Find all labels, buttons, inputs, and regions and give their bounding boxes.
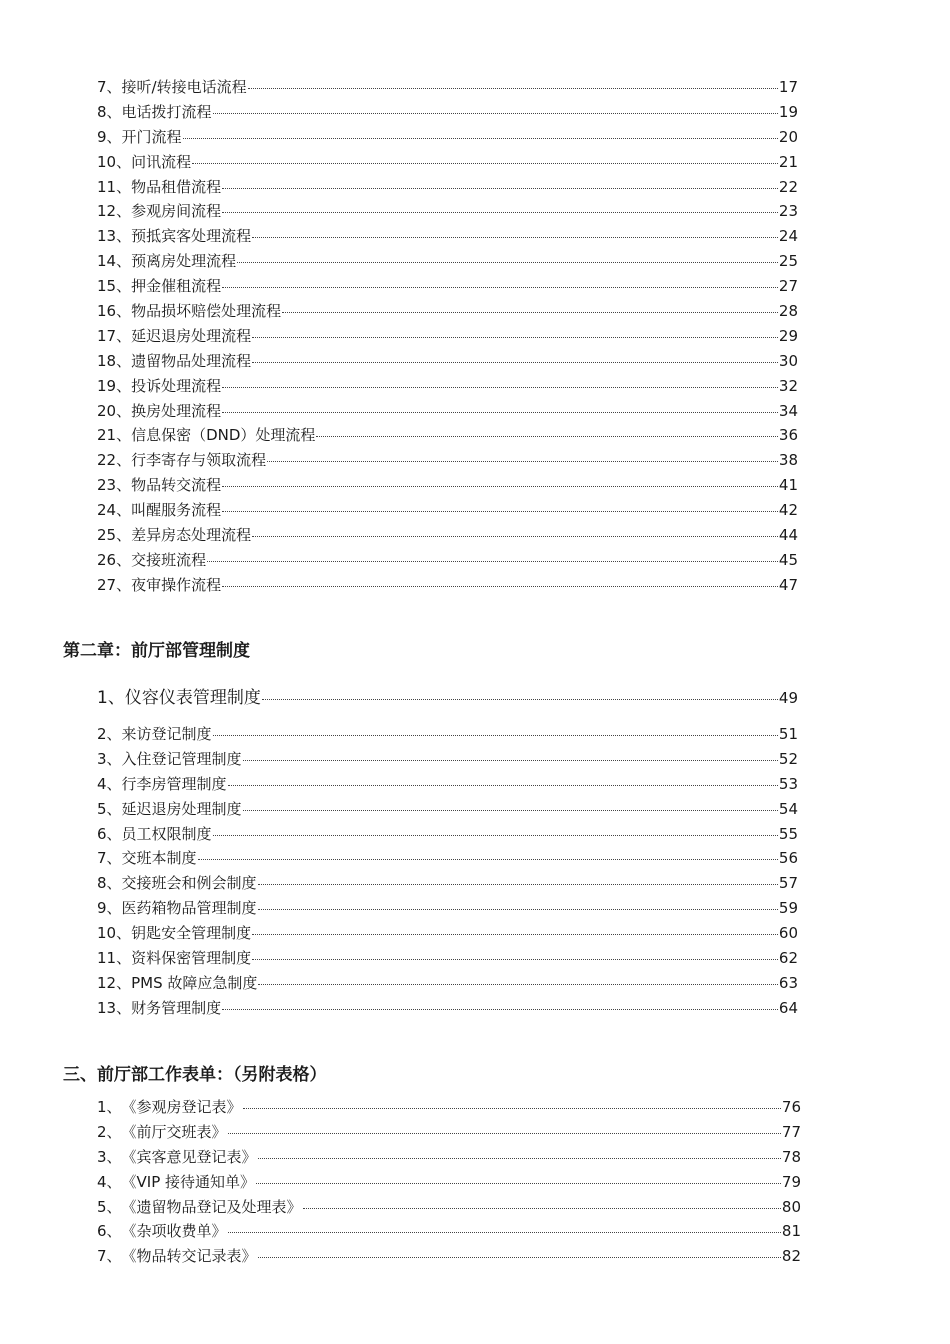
dot-leader [282,312,778,313]
toc-entry[interactable] [97,1195,801,1220]
toc-entry-title: 预离房处理流程 [131,252,237,271]
toc-entry-page-number: 21 [778,152,798,171]
toc-entry-number: 22、 [97,451,132,470]
toc-entry-title: 《宾客意见登记表》 [121,1147,257,1166]
dot-leader [222,287,778,288]
toc-entry-number: 17、 [97,326,132,345]
toc-entry-number: 12、 [97,202,132,221]
toc-entry[interactable] [97,199,798,224]
toc-entry-title: 差异房态处理流程 [131,526,252,545]
toc-entry-number: 15、 [97,277,132,296]
toc-entry-page-number: 44 [778,526,798,545]
toc-entry-number: 1、 [97,688,125,708]
dot-leader [303,1208,781,1209]
toc-entry-number: 8、 [97,874,122,893]
dot-leader [213,835,778,836]
toc-entry-page-number: 63 [778,973,798,992]
toc-entry-number: 7、 [97,78,122,96]
toc-entry-title: 夜审操作流程 [131,575,222,594]
toc-entry-number: 24、 [97,501,132,520]
toc-entry[interactable] [97,1120,801,1145]
toc-entry-title: 《杂项收费单》 [121,1222,227,1241]
toc-entry-page-number: 23 [778,202,798,221]
toc-entry-number: 9、 [97,899,122,918]
toc-entry-title: 投诉处理流程 [131,376,222,395]
toc-entry[interactable] [97,747,798,772]
toc-entry-number: 9、 [97,127,122,146]
toc-entry-number: 10、 [97,152,132,171]
toc-entry[interactable] [97,1219,801,1244]
dot-leader [228,1133,781,1134]
dot-leader [258,984,778,985]
toc-entry-number: 7、 [97,849,122,868]
toc-entry-page-number: 41 [778,476,798,495]
toc-list-forms [97,1095,801,1269]
toc-entry-number: 3、 [97,1147,122,1166]
toc-entry-number: 10、 [97,924,132,943]
toc-list-procedures [97,75,798,598]
dot-leader [207,561,778,562]
toc-entry-number: 14、 [97,252,132,271]
toc-entry-title: 参观房间流程 [131,202,222,221]
dot-leader [252,337,778,338]
toc-entry-title: 入住登记管理制度 [121,749,242,768]
toc-entry-page-number: 76 [781,1098,801,1116]
toc-entry-page-number: 28 [778,302,798,321]
toc-entry-page-number: 59 [778,899,798,918]
toc-entry-title: 换房处理流程 [131,401,222,420]
toc-entry-title: 《VIP 接待通知单》 [121,1172,256,1191]
toc-entry-title: 物品转交流程 [131,476,222,495]
toc-entry-page-number: 42 [778,501,798,520]
toc-entry[interactable] [97,921,798,946]
chapter-2-heading: 第二章：前厅部管理制度 [63,641,250,661]
toc-entry[interactable] [97,772,798,797]
toc-entry[interactable] [97,548,798,573]
toc-entry-title: 《遗留物品登记及处理表》 [121,1197,302,1216]
dot-leader [198,859,778,860]
dot-leader [262,699,778,700]
toc-entry-page-number: 62 [778,949,798,968]
toc-entry-page-number: 17 [778,78,798,96]
dot-leader [222,486,778,487]
dot-leader [252,237,778,238]
toc-entry[interactable] [97,971,798,996]
toc-entry-page-number: 78 [781,1147,801,1166]
toc-entry-page-number: 24 [778,227,798,246]
toc-entry-number: 18、 [97,351,132,370]
toc-entry-page-number: 64 [778,998,798,1017]
toc-entry[interactable] [97,423,798,448]
toc-entry-number: 11、 [97,177,132,196]
toc-entry-title: 钥匙安全管理制度 [131,924,252,943]
dot-leader [258,884,778,885]
toc-entry-page-number: 52 [778,749,798,768]
toc-entry-number: 6、 [97,1222,122,1241]
toc-entry[interactable] [97,1244,801,1269]
dot-leader [243,760,778,761]
toc-entry[interactable] [97,722,798,747]
dot-leader [183,138,778,139]
toc-entry-title: 员工权限制度 [121,824,212,843]
toc-entry-number: 13、 [97,227,132,246]
toc-entry-number: 6、 [97,824,122,843]
toc-entry-page-number: 32 [778,376,798,395]
dot-leader [228,785,778,786]
toc-entry-number: 4、 [97,774,122,793]
toc-entry-page-number: 51 [778,725,798,743]
toc-entry-page-number: 55 [778,824,798,843]
dot-leader [213,735,778,736]
dot-leader [258,909,778,910]
dot-leader [222,412,778,413]
toc-entry-title: 遗留物品处理流程 [131,351,252,370]
toc-entry[interactable] [97,150,798,175]
toc-entry[interactable] [97,523,798,548]
dot-leader [222,1009,778,1010]
toc-entry-page-number: 36 [778,426,798,445]
toc-entry[interactable] [97,125,798,150]
dot-leader [316,436,777,437]
toc-entry[interactable] [97,473,798,498]
toc-entry-title: 《参观房登记表》 [121,1098,242,1116]
toc-entry[interactable] [97,399,798,424]
toc-entry-number: 12、 [97,973,132,992]
toc-entry-title: 交接班流程 [131,550,207,569]
toc-entry-number: 8、 [97,102,122,121]
toc-entry-title: 延迟退房处理制度 [121,799,242,818]
toc-entry[interactable] [97,573,798,598]
toc-entry-title: 延迟退房处理流程 [131,326,252,345]
toc-entry[interactable] [97,846,798,871]
toc-entry-number: 2、 [97,725,122,743]
toc-entry-number: 4、 [97,1172,122,1191]
dot-leader [252,362,778,363]
toc-entry-title: 接听/转接电话流程 [121,78,247,96]
toc-entry-page-number: 80 [781,1197,801,1216]
toc-entry-number: 13、 [97,998,132,1017]
toc-entry[interactable] [97,224,798,249]
toc-entry-page-number: 81 [781,1222,801,1241]
toc-entry-title: 预抵宾客处理流程 [131,227,252,246]
dot-leader [243,810,778,811]
toc-entry-title: 来访登记制度 [121,725,212,743]
toc-entry-page-number: 25 [778,252,798,271]
toc-entry-number: 16、 [97,302,132,321]
toc-entry[interactable] [97,1095,801,1120]
toc-entry[interactable] [97,175,798,200]
toc-entry-page-number: 22 [778,177,798,196]
toc-entry-title: 问讯流程 [131,152,192,171]
toc-entry-page-number: 29 [778,326,798,345]
toc-entry-title: 开门流程 [121,127,182,146]
toc-entry-title: 仪容仪表管理制度 [124,688,261,708]
toc-entry-number: 5、 [97,799,122,818]
toc-entry[interactable] [97,946,798,971]
toc-entry[interactable] [97,996,798,1021]
toc-entry-number: 19、 [97,376,132,395]
toc-entry[interactable] [97,1170,801,1195]
toc-entry-page-number: 53 [778,774,798,793]
dot-leader [222,511,778,512]
toc-entry-title: 《前厅交班表》 [121,1122,227,1141]
toc-entry[interactable] [97,349,798,374]
toc-entry-title: 财务管理制度 [131,998,222,1017]
toc-entry-page-number: 34 [778,401,798,420]
toc-entry[interactable] [97,374,798,399]
dot-leader [258,1158,781,1159]
dot-leader [252,934,778,935]
toc-entry-page-number: 56 [778,849,798,868]
toc-entry-title: 叫醒服务流程 [131,501,222,520]
chapter-3-heading: 三、前厅部工作表单：（另附表格） [63,1065,327,1085]
toc-entry-title: 物品租借流程 [131,177,222,196]
dot-leader [222,387,778,388]
dot-leader [252,959,778,960]
toc-entry-page-number: 60 [778,924,798,943]
toc-entry-number: 26、 [97,550,132,569]
dot-leader [213,113,778,114]
toc-entry[interactable] [97,498,798,523]
toc-entry-title: 交班本制度 [121,849,197,868]
dot-leader [248,88,778,89]
toc-entry-title: 押金催租流程 [131,277,222,296]
toc-entry[interactable] [97,1145,801,1170]
toc-entry[interactable] [97,871,798,896]
toc-entry-page-number: 49 [778,689,798,707]
toc-entry-page-number: 45 [778,550,798,569]
dot-leader [192,163,778,164]
toc-entry-title: 电话拨打流程 [121,102,212,121]
toc-entry[interactable] [97,896,798,921]
toc-entry[interactable] [97,299,798,324]
toc-entry[interactable] [97,249,798,274]
toc-entry[interactable] [97,822,798,847]
toc-list-regulations [97,686,798,1021]
dot-leader [228,1232,781,1233]
toc-entry[interactable] [97,274,798,299]
toc-entry[interactable] [97,75,798,100]
toc-entry-page-number: 30 [778,351,798,370]
dot-leader [252,536,778,537]
dot-leader [258,1257,781,1258]
toc-entry-title: 行李房管理制度 [121,774,227,793]
toc-entry-page-number: 38 [778,451,798,470]
dot-leader [256,1183,781,1184]
toc-entry-page-number: 20 [778,127,798,146]
dot-leader [243,1108,781,1109]
toc-entry-title: 物品损坏赔偿处理流程 [131,302,282,321]
toc-entry-page-number: 57 [778,874,798,893]
toc-entry-page-number: 27 [778,277,798,296]
dot-leader [222,188,778,189]
dot-leader [237,262,778,263]
toc-entry-title: 《物品转交记录表》 [121,1247,257,1266]
dot-leader [222,586,778,587]
toc-entry-page-number: 54 [778,799,798,818]
toc-entry-number: 1、 [97,1098,122,1116]
toc-entry[interactable] [97,324,798,349]
toc-entry-page-number: 47 [778,575,798,594]
toc-entry-number: 5、 [97,1197,122,1216]
toc-entry-number: 27、 [97,575,132,594]
toc-entry-title: 行李寄存与领取流程 [131,451,267,470]
toc-entry[interactable] [97,686,798,722]
toc-entry-number: 3、 [97,749,122,768]
toc-entry[interactable] [97,797,798,822]
toc-entry-number: 21、 [97,426,132,445]
toc-entry-number: 23、 [97,476,132,495]
toc-entry-page-number: 19 [778,102,798,121]
toc-entry-title: 信息保密（DND）处理流程 [131,426,316,445]
toc-entry-title: 资料保密管理制度 [131,949,252,968]
toc-entry-title: 交接班会和例会制度 [121,874,257,893]
toc-entry-title: 医药箱物品管理制度 [121,899,257,918]
toc-entry-number: 20、 [97,401,132,420]
toc-entry-page-number: 77 [781,1122,801,1141]
dot-leader [267,461,778,462]
toc-entry-page-number: 79 [781,1172,801,1191]
toc-entry-number: 25、 [97,526,132,545]
toc-entry-page-number: 82 [781,1247,801,1266]
toc-entry[interactable] [97,100,798,125]
toc-entry[interactable] [97,448,798,473]
toc-entry-number: 11、 [97,949,132,968]
toc-entry-number: 2、 [97,1122,122,1141]
dot-leader [222,212,778,213]
toc-entry-number: 7、 [97,1247,122,1266]
toc-entry-title: PMS 故障应急制度 [131,973,258,992]
